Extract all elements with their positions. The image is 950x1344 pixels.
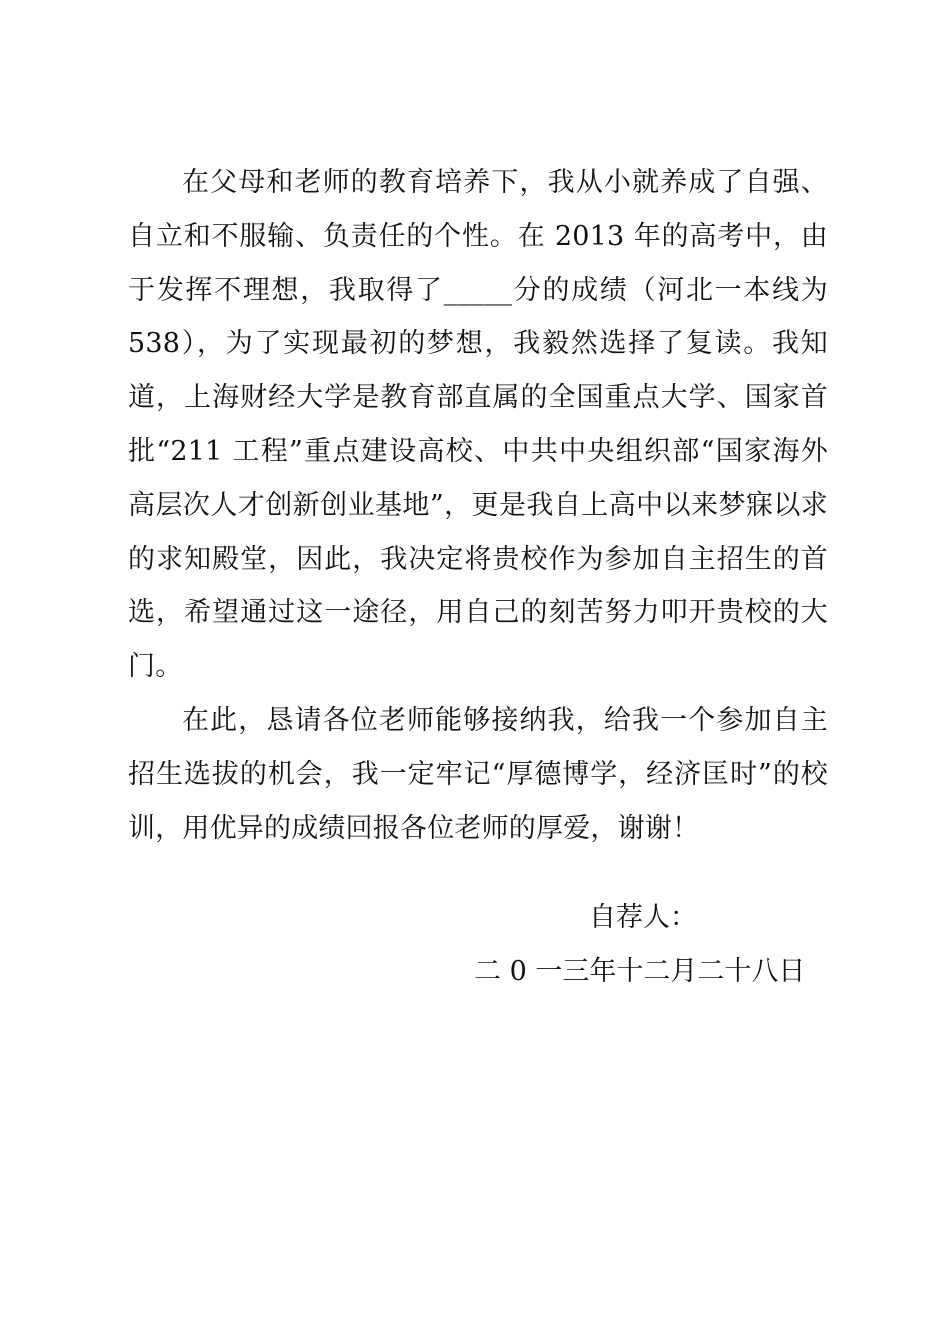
paragraph-1: 在父母和老师的教育培养下，我从小就养成了自强、自立和不服输、负责任的个性。在 2013 年的高考中，由于发挥不理想，我取得了_____分的成绩（河北一本线为 538），为了实现最初的梦想，我毅然选择了复读。我知道，上海财经大学是教育部直属的全国重点大学、国家首批“211 工程”重点建设高校、中共中央组织部“国家海外高层次人才创新创业基地”，更是我自上高中以来梦寐以求的求知殿堂，因此，我决定将贵校作为参加自主招生的首选，希望通过这一途径，用自己的刻苦努力叩开贵校的大门。 xyxy=(128,167,828,683)
letter-body xyxy=(128,156,828,855)
paragraph-2: 在此，恳请各位老师能够接纳我，给我一个参加自主招生选拔的机会，我一定牢记“厚德博学，经济匡时”的校训，用优异的成绩回报各位老师的厚爱，谢谢！ xyxy=(128,704,828,844)
signature-date: 二 0 一三年十二月二十八日 xyxy=(474,956,806,987)
signature-label: 自荐人： xyxy=(589,902,697,933)
